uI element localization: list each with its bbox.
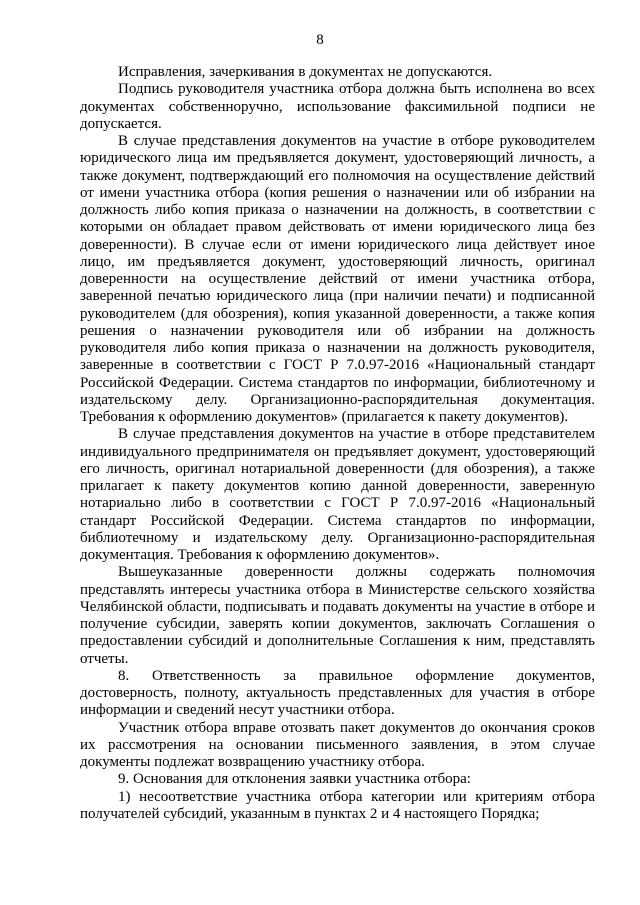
paragraph-signature: Подпись руководителя участника отбора должна быть исполнена во всех документах собственноручно, использование факсимильной подписи не допускается.: [80, 81, 595, 132]
paragraph-individual-entrepreneur: В случае представления документов на участие в отборе представителем индивидуального предпринимателя он предъявляет документ, удостоверяющий его личность, оригинал нотариальной доверенности (для обозрения), а также прилагает к пакету документов копию данной доверенности, заверенную нотариально либо в соответствии с ГОСТ Р 7.0.97-2016 «Национальный стандарт Российской Федерации. Система стандартов по информации, библиотечному и издательскому делу. Организационно-распорядительная документация. Требования к оформлению документов».: [80, 426, 595, 563]
page-number: 8: [316, 32, 324, 48]
paragraph-power-of-attorney: Вышеуказанные доверенности должны содержать полномочия представлять интересы участника отбора в Министерстве сельского хозяйства Челябинской области, подписывать и подавать документы на участие в отборе и получение субсидии, заверять копии документов, заключать Соглашения о предоставлении субсидий и дополнительные Соглашения к ним, представлять отчеты.: [80, 564, 595, 667]
paragraph-item-9-1: 1) несоответствие участника отбора категории или критериям отбора получателей субсидий, указанным в пунктах 2 и 4 настоящего Порядка;: [80, 788, 595, 822]
paragraph-item-8: 8. Ответственность за правильное оформление документов, достоверность, полноту, актуальность представленных для участия в отборе информации и сведений несут участники отбора.: [80, 667, 595, 719]
paragraph-corrections: Исправления, зачеркивания в документах не допускаются.: [118, 64, 493, 80]
paragraph-withdrawal: Участник отбора вправе отозвать пакет документов до окончания сроков их рассмотрения на основании письменного заявления, в этом случае документы подлежат возвращению участнику отбора.: [80, 719, 595, 770]
document-body: [80, 64, 595, 823]
paragraph-legal-entity: В случае представления документов на участие в отборе руководителем юридического лица им предъявляется документ, удостоверяющий личность, а также документ, подтверждающий его полномочия на осуществление действий от имени участника отбора (копия решения о назначении или об избрании на должность либо копия приказа о назначении на должность, в соответствии с которыми он обладает правом действовать от имени юридического лица без доверенности). В случае если от имени юридического лица действует иное лицо, им предъявляется документ, удостоверяющий личность, оригинал доверенности на осуществление действий от имени участника отбора, заверенной печатью юридического лица (при наличии печати) и подписанной руководителем (для обозрения), копия указанной доверенности, а также копия решения о назначении руководителя или об избрании на должность руководителя либо копия приказа о назначении на должность руководителя, заверенные в соответствии с ГОСТ Р 7.0.97-2016 «Национальный стандарт Российской Федерации. Система стандартов по информации, библиотечному и издательскому делу. Организационно-распорядительная документация. Требования к оформлению документов» (прилагается к пакету документов).: [80, 133, 595, 425]
paragraph-item-9: 9. Основания для отклонения заявки участника отбора:: [118, 771, 471, 788]
